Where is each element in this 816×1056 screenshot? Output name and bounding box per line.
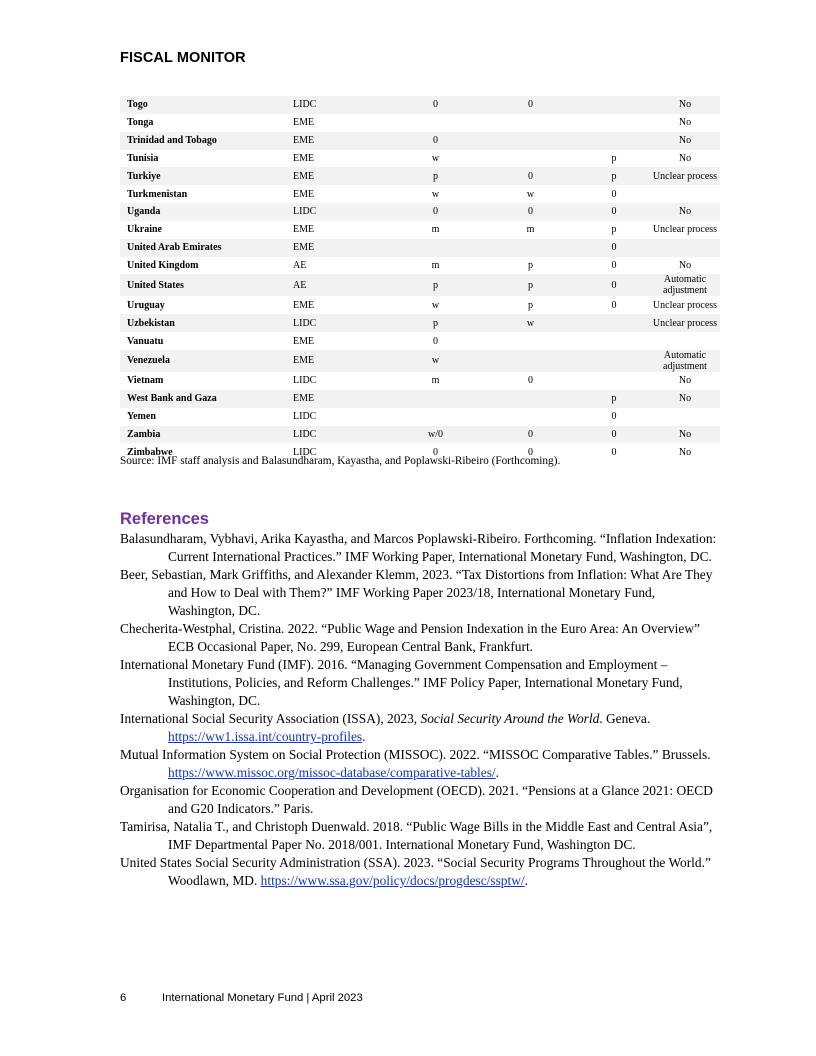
col-b-cell bbox=[483, 114, 578, 132]
col-a-cell: w bbox=[388, 350, 483, 372]
col-c-cell: 0 bbox=[578, 203, 650, 221]
col-a-cell: m bbox=[431, 224, 440, 236]
country-cell: Yemen bbox=[127, 411, 156, 423]
reference-italic-title: Social Security Around the World bbox=[420, 711, 600, 726]
adjustment-cell: No bbox=[678, 260, 692, 272]
col-b-cell: 0 bbox=[483, 203, 578, 221]
adjustment-cell: No bbox=[650, 426, 720, 444]
table-row bbox=[120, 96, 720, 114]
adjustment-cell: No bbox=[650, 203, 720, 221]
col-c-cell: 0 bbox=[578, 274, 650, 296]
col-c-cell bbox=[578, 350, 650, 372]
reference-link[interactable]: https://ww1.issa.int/country-profiles bbox=[168, 729, 363, 744]
adjustment-cell: No bbox=[650, 132, 720, 150]
income-group-cell: EME bbox=[287, 350, 388, 372]
col-c-cell bbox=[578, 96, 650, 114]
adjustment-cell bbox=[650, 332, 720, 350]
table-row bbox=[120, 372, 720, 390]
income-group-cell: EME bbox=[293, 335, 315, 347]
col-c-cell: 0 bbox=[611, 411, 617, 423]
country-cell: Trinidad and Tobago bbox=[120, 132, 287, 150]
country-cell: Uzbekistan bbox=[120, 314, 287, 332]
col-c-cell: p bbox=[611, 152, 617, 164]
adjustment-cell bbox=[650, 185, 720, 203]
reference-entry bbox=[120, 656, 720, 710]
table-row bbox=[120, 332, 720, 350]
reference-entry bbox=[120, 566, 720, 620]
col-b-cell: w bbox=[526, 188, 535, 200]
col-a-cell: w bbox=[431, 299, 440, 311]
references-heading: References bbox=[120, 510, 209, 528]
reference-text: Tamirisa, Natalia T., and Christoph Duenwald. 2018. “Public Wage Bills in the Middle East and Central Asia”, IMF Departmental Paper No. 2018/001. International Monetary Fund, Washington DC. bbox=[120, 819, 713, 852]
adjustment-cell: Unclear process bbox=[650, 167, 720, 185]
col-b-cell: 0 bbox=[528, 446, 533, 458]
col-a-cell bbox=[388, 114, 483, 132]
income-group-cell: LIDC bbox=[293, 375, 317, 387]
country-cell: Vanuatu bbox=[127, 335, 164, 347]
income-group-cell: LIDC bbox=[293, 446, 317, 458]
col-c-cell bbox=[578, 114, 650, 132]
table-row bbox=[120, 426, 720, 444]
reference-link[interactable]: https://www.ssa.gov/policy/docs/progdesc/ssptw/ bbox=[260, 873, 525, 888]
reference-text: Balasundharam, Vybhavi, Arika Kayastha, and Marcos Poplawski-Ribeiro. Forthcoming. “Inflation Indexation: Current International Practices.” IMF Working Paper, International Monetary Fund, Washington, DC. bbox=[120, 531, 717, 564]
col-b-cell: p bbox=[528, 299, 533, 311]
col-a-cell: p bbox=[388, 314, 483, 332]
col-c-cell: 0 bbox=[611, 260, 617, 272]
col-b-cell bbox=[483, 390, 578, 408]
col-a-cell: m bbox=[431, 375, 440, 387]
income-group-cell: LIDC bbox=[287, 426, 388, 444]
reference-entry bbox=[120, 746, 720, 782]
page-footer bbox=[120, 992, 363, 1004]
country-cell: Togo bbox=[120, 96, 287, 114]
country-cell: Vietnam bbox=[127, 375, 164, 387]
table-row bbox=[120, 203, 720, 221]
table-row bbox=[120, 408, 720, 426]
col-a-cell: m bbox=[431, 260, 440, 272]
col-b-cell: 0 bbox=[483, 426, 578, 444]
table-row bbox=[120, 221, 720, 239]
reference-entry bbox=[120, 782, 720, 818]
footer-text: International Monetary Fund | April 2023 bbox=[162, 992, 363, 1004]
adjustment-cell bbox=[650, 239, 720, 257]
reference-text: United States Social Security Administration (SSA). 2023. “Social Security Programs Throughout the World.” Woodlawn, MD. bbox=[120, 855, 711, 888]
col-a-cell: w/0 bbox=[388, 426, 483, 444]
col-a-cell bbox=[388, 408, 483, 426]
table-row bbox=[120, 350, 720, 372]
country-cell: Zimbabwe bbox=[127, 446, 173, 458]
table-row bbox=[120, 150, 720, 168]
reference-link[interactable]: https://www.missoc.org/missoc-database/comparative-tables/ bbox=[168, 765, 496, 780]
col-a-cell: p bbox=[388, 167, 483, 185]
country-cell: Uruguay bbox=[127, 299, 165, 311]
reference-entry bbox=[120, 620, 720, 656]
col-a-cell bbox=[388, 239, 483, 257]
income-group-cell: LIDC bbox=[287, 314, 388, 332]
income-group-cell: EME bbox=[293, 299, 315, 311]
adjustment-cell: No bbox=[650, 390, 720, 408]
col-a-cell: 0 bbox=[388, 203, 483, 221]
country-cell: Zambia bbox=[120, 426, 287, 444]
adjustment-cell: Automatic adjustment bbox=[650, 274, 720, 296]
col-b-cell bbox=[483, 132, 578, 150]
reference-text-cont: . Geneva. bbox=[599, 711, 651, 726]
reference-entry bbox=[120, 818, 720, 854]
country-indexation-table bbox=[120, 96, 720, 461]
income-group-cell: AE bbox=[293, 260, 307, 272]
reference-text: International Social Security Association (ISSA), 2023, bbox=[120, 711, 421, 726]
reference-text: Checherita-Westphal, Cristina. 2022. “Public Wage and Pension Indexation in the Euro Area: An Overview” ECB Occasional Paper, No. 299, European Central Bank, Frankfurt. bbox=[120, 621, 700, 654]
table-row bbox=[120, 167, 720, 185]
country-cell: United Arab Emirates bbox=[120, 239, 287, 257]
col-c-cell: p bbox=[611, 224, 617, 236]
country-cell: Tunisia bbox=[127, 152, 159, 164]
table-row bbox=[120, 390, 720, 408]
country-cell: Ukraine bbox=[127, 224, 162, 236]
col-c-cell bbox=[578, 132, 650, 150]
table-row bbox=[120, 114, 720, 132]
income-group-cell: EME bbox=[287, 132, 388, 150]
reference-entry bbox=[120, 710, 720, 746]
adjustment-cell: Unclear process bbox=[650, 314, 720, 332]
adjustment-cell: No bbox=[650, 96, 720, 114]
col-b-cell: p bbox=[528, 260, 533, 272]
adjustment-cell bbox=[650, 408, 720, 426]
col-c-cell bbox=[578, 332, 650, 350]
income-group-cell: LIDC bbox=[293, 411, 317, 423]
col-c-cell: 0 bbox=[611, 299, 617, 311]
table-row bbox=[120, 257, 720, 275]
country-cell: United States bbox=[120, 274, 287, 296]
col-b-cell bbox=[483, 150, 578, 168]
col-a-cell bbox=[388, 390, 483, 408]
col-b-cell: m bbox=[526, 224, 535, 236]
col-b-cell: 0 bbox=[483, 167, 578, 185]
income-group-cell: LIDC bbox=[287, 203, 388, 221]
country-cell: Tonga bbox=[127, 117, 154, 129]
income-group-cell: EME bbox=[293, 188, 315, 200]
col-b-cell bbox=[483, 332, 578, 350]
page-number: 6 bbox=[120, 992, 127, 1004]
col-a-cell: 0 bbox=[388, 132, 483, 150]
adjustment-cell: No bbox=[678, 152, 692, 164]
col-c-cell: p bbox=[578, 167, 650, 185]
income-group-cell: EME bbox=[293, 152, 315, 164]
col-b-cell bbox=[483, 408, 578, 426]
col-c-cell bbox=[578, 372, 650, 390]
col-c-cell: 0 bbox=[611, 446, 617, 458]
table-row bbox=[120, 296, 720, 314]
col-a-cell: 0 bbox=[433, 335, 438, 347]
country-cell: West Bank and Gaza bbox=[120, 390, 287, 408]
country-cell: Venezuela bbox=[120, 350, 287, 372]
income-group-cell: EME bbox=[293, 224, 315, 236]
col-b-cell: w bbox=[483, 314, 578, 332]
income-group-cell: LIDC bbox=[287, 96, 388, 114]
income-group-cell: AE bbox=[287, 274, 388, 296]
col-c-cell: 0 bbox=[578, 239, 650, 257]
col-b-cell bbox=[483, 239, 578, 257]
reference-entry bbox=[120, 530, 720, 566]
reference-text: Organisation for Economic Cooperation and Development (OECD). 2021. “Pensions at a Glance 2021: OECD and G20 Indicators.” Paris. bbox=[120, 783, 713, 816]
col-b-cell: 0 bbox=[528, 375, 533, 387]
reference-text-end: . bbox=[524, 873, 528, 888]
adjustment-cell: Unclear process bbox=[652, 299, 718, 311]
col-c-cell bbox=[578, 314, 650, 332]
adjustment-cell: No bbox=[678, 375, 692, 387]
table-source-note: Source: IMF staff analysis and Balasundharam, Kayastha, and Poplawski-Ribeiro (Forthcoming). bbox=[120, 455, 561, 467]
adjustment-cell: No bbox=[678, 446, 692, 458]
reference-entry bbox=[120, 854, 720, 890]
col-b-cell: 0 bbox=[483, 96, 578, 114]
reference-text: International Monetary Fund (IMF). 2016. “Managing Government Compensation and Employment – Institutions, Policies, and Reform Challenges.” IMF Policy Paper, International Monetary Fund, Washington, DC. bbox=[120, 657, 683, 708]
country-cell: Uganda bbox=[120, 203, 287, 221]
table-row bbox=[120, 239, 720, 257]
col-c-cell: p bbox=[578, 390, 650, 408]
col-a-cell: w bbox=[431, 188, 440, 200]
adjustment-cell: Automatic adjustment bbox=[650, 350, 720, 372]
col-c-cell: 0 bbox=[578, 426, 650, 444]
reference-text-end: . bbox=[495, 765, 499, 780]
reference-text-end: . bbox=[362, 729, 366, 744]
reference-text: Beer, Sebastian, Mark Griffiths, and Alexander Klemm, 2023. “Tax Distortions from Inflation: What Are They and How to Deal with Them?” IMF Working Paper 2023/18, International Monetary Fund, Washington, DC. bbox=[120, 567, 713, 618]
adjustment-cell: No bbox=[678, 117, 692, 129]
income-group-cell: EME bbox=[287, 167, 388, 185]
col-c-cell: 0 bbox=[611, 188, 617, 200]
country-cell: Turkmenistan bbox=[127, 188, 188, 200]
country-cell: United Kingdom bbox=[127, 260, 199, 272]
col-a-cell: p bbox=[388, 274, 483, 296]
col-a-cell: 0 bbox=[433, 446, 438, 458]
reference-text: Mutual Information System on Social Protection (MISSOC). 2022. “MISSOC Comparative Tables.” Brussels. bbox=[120, 747, 711, 762]
table-row bbox=[120, 274, 720, 296]
income-group-cell: EME bbox=[293, 117, 315, 129]
page-header-title: FISCAL MONITOR bbox=[120, 50, 246, 66]
table-row bbox=[120, 185, 720, 203]
country-cell: Turkiye bbox=[120, 167, 287, 185]
col-b-cell bbox=[483, 350, 578, 372]
income-group-cell: EME bbox=[287, 390, 388, 408]
table-row bbox=[120, 132, 720, 150]
income-group-cell: EME bbox=[287, 239, 388, 257]
col-b-cell: p bbox=[483, 274, 578, 296]
col-a-cell: w bbox=[431, 152, 440, 164]
col-a-cell: 0 bbox=[388, 96, 483, 114]
adjustment-cell: Unclear process bbox=[652, 224, 718, 236]
table-row bbox=[120, 314, 720, 332]
references-list bbox=[120, 530, 720, 890]
